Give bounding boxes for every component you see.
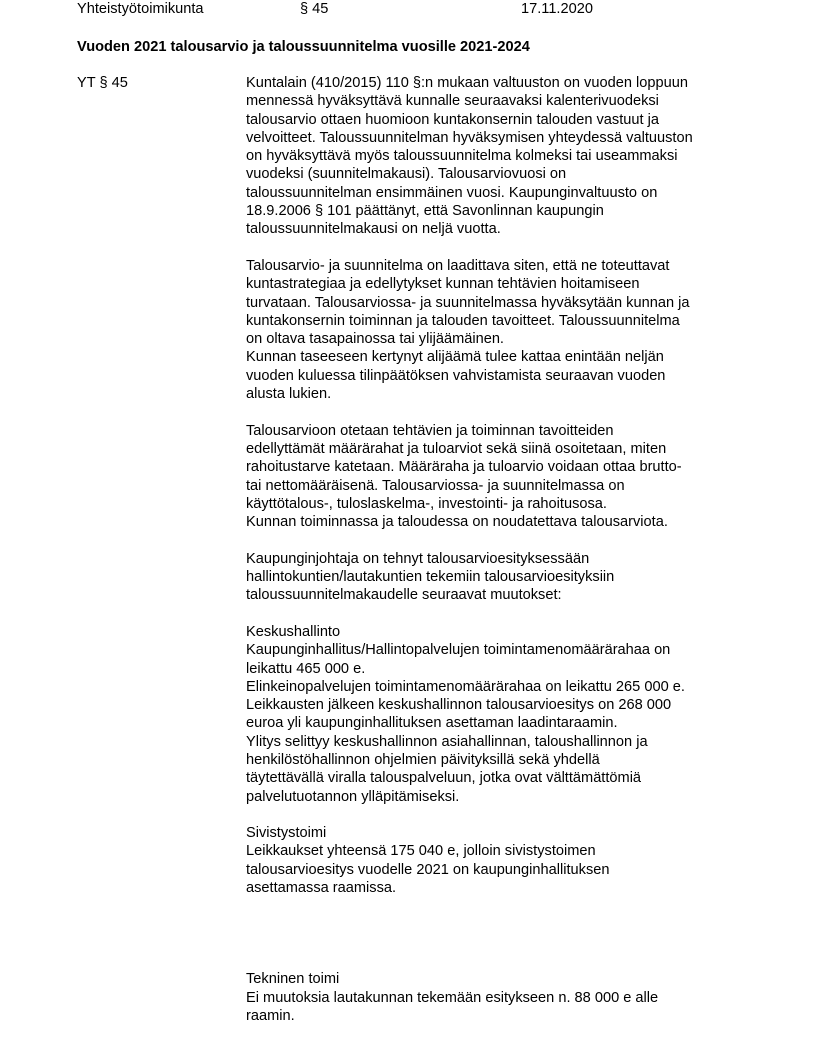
paragraph-kuntalaki: Kuntalain (410/2015) 110 §:n mukaan valtuuston on vuoden loppuun mennessä hyväksyttävä kunnalle seuraavaksi kalenterivuodeksi talousarvio ottaen huomioon kuntakonsernin talouden vastuut ja velvoitteet. Taloussuunnitelman hyväksymisen yhteydessä valtuuston on hyväksyttävä myös taloussuunnitelma kolmeksi tai useammaksi vuodeksi (suunnitelmakausi). Talousarviovuosi on taloussuunnitelman ensimmäinen vuosi. Kaupunginvaltuusto on 18.9.2006 § 101 päättänyt, että Savonlinnan kaupungin taloussuunnitelmakausi on neljä vuotta.	[246, 75, 693, 238]
section-reference: YT § 45	[77, 75, 128, 91]
document-title: Vuoden 2021 talousarvio ja taloussuunnitelma vuosille 2021-2024	[77, 39, 530, 55]
page-header	[0, 0, 816, 20]
paragraph-maararahat: Talousarvioon otetaan tehtävien ja toiminnan tavoitteiden edellyttämät määrärahat ja tuloarviot sekä siinä osoitetaan, miten rahoitustarve katetaan. Määräraha ja tuloarvio voidaan ottaa brutto- tai nettomääräisenä. Talousarviossa- ja suunnitelmassa on käyttötalous-, tuloslaskelma-, investointi- ja rahoitusosa. Kunnan toiminnassa ja taloudessa on noudatettava talousarviota.	[246, 422, 682, 531]
paragraph-tekninen-toimi: Tekninen toimi Ei muutoksia lautakunnan tekemään esitykseen n. 88 000 e alle raamin.	[246, 971, 659, 1024]
paragraph-laadinta: Talousarvio- ja suunnitelma on laadittava siten, että ne toteuttavat kuntastrategiaa ja edellytykset kunnan tehtävien hoitamiseen turvataan. Talousarviossa- ja suunnitelmassa hyväksytään kunnan ja kuntakonsernin toiminnan ja talouden tavoitteet. Taloussuunnitelma on oltava tasapainossa tai ylijäämäinen. Kunnan taseeseen kertynyt alijäämä tulee kattaa enintään neljän vuoden kuluessa tilinpäätöksen vahvistamista seuraavan vuoden alusta lukien.	[246, 257, 690, 403]
header-section: § 45	[300, 1, 329, 17]
paragraph-sivistystoimi: Sivistystoimi Leikkaukset yhteensä 175 040 e, jolloin sivistystoimen talousarvioesitys vuodelle 2021 on kaupunginhallituksen asettamassa raamissa.	[246, 825, 610, 897]
document-body	[246, 74, 786, 1025]
paragraph-muutokset: Kaupunginjohtaja on tehnyt talousarvioesityksessään hallintokuntien/lautakuntien tekemiin talousarvioesityksiin taloussuunnitelmakaudelle seuraavat muutokset:	[246, 550, 615, 604]
header-date: 17.11.2020	[521, 1, 593, 17]
paragraph-keskushallinto: Keskushallinto Kaupunginhallitus/Hallintopalvelujen toimintamenomäärärahaa on leikattu 465 000 e. Elinkeinopalvelujen toimintamenomäärärahaa on leikattu 265 000 e. Leikkausten jälkeen keskushallinnon talousarvioesitys on 268 000 euroa yli kaupunginhallituksen asettaman laadintaraamin. Ylitys selittyy keskushallinnon asiahallinnan, taloushallinnon ja henkilöstöhallinnon ohjelmien päivityksillä sekä yhdellä täytettävällä viralla talouspalveluun, jotka ovat välttämättömiä palvelutuotannon ylläpitämiseksi.	[246, 623, 685, 805]
header-organization: Yhteistyötoimikunta	[77, 1, 204, 17]
